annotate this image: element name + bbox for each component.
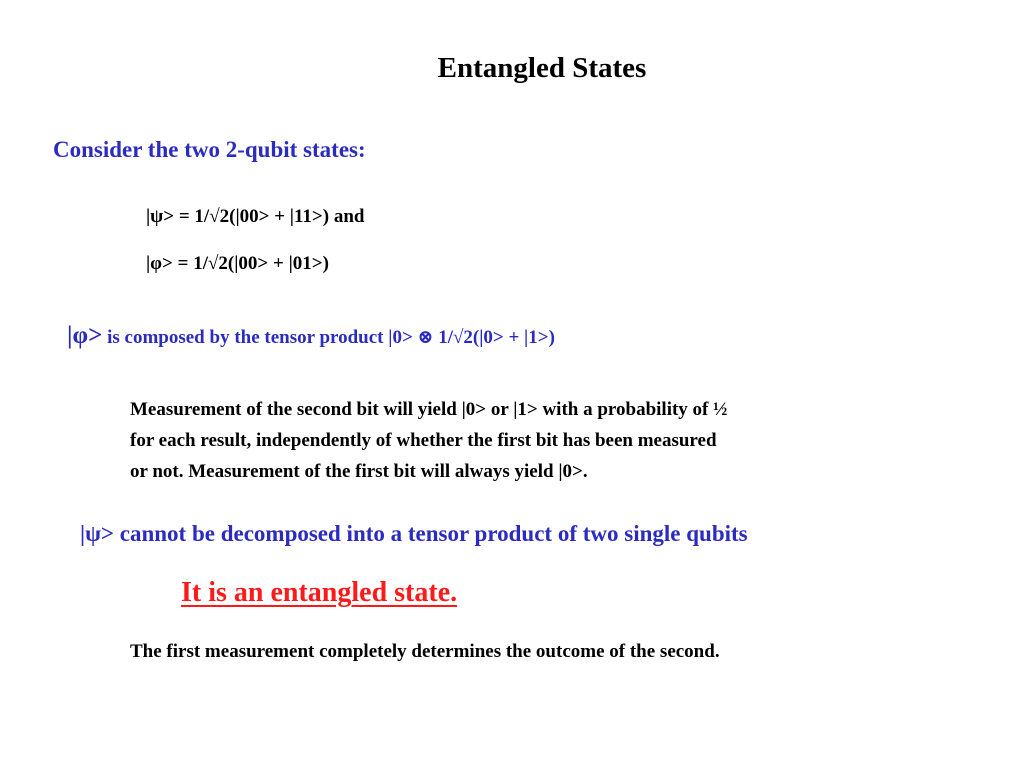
phi-equation: |φ> = 1/√2(|00> + |01>) — [146, 253, 329, 274]
measurement-line-1: Measurement of the second bit will yield |0> or |1> with a probability of ½ — [130, 399, 728, 420]
measurement-line-2: for each result, independently of whether the first bit has been measured — [130, 430, 717, 451]
phi-tensor-statement — [67, 322, 555, 350]
phi-ket-symbol: |φ> — [67, 322, 103, 349]
psi-entanglement-statement: |ψ> cannot be decomposed into a tensor product of two single qubits — [80, 521, 748, 546]
final-note: The first measurement completely determines the outcome of the second. — [130, 641, 720, 662]
intro-text: Consider the two 2-qubit states: — [53, 137, 366, 162]
phi-tensor-text: is composed by the tensor product |0> ⊗ 1/√2(|0> + |1>) — [102, 327, 555, 348]
psi-equation: |ψ> = 1/√2(|00> + |11>) and — [146, 206, 365, 227]
measurement-paragraph — [130, 394, 950, 487]
entangled-conclusion: It is an entangled state. — [181, 577, 458, 608]
slide-title: Entangled States — [437, 52, 647, 84]
measurement-line-3: or not. Measurement of the first bit will always yield |0>. — [130, 461, 588, 482]
